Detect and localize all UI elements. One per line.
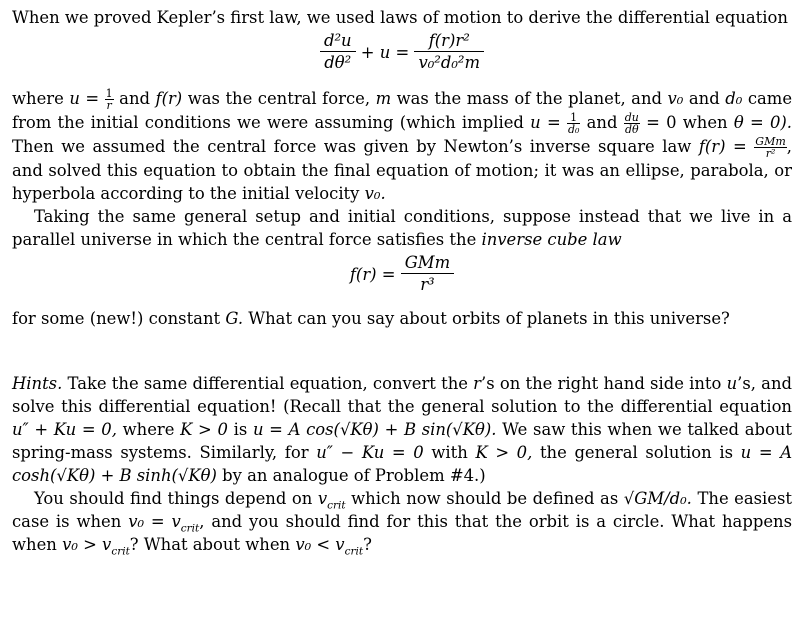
- math-u: u =: [530, 113, 561, 132]
- math-v0: v₀.: [364, 184, 386, 203]
- math-eq: [128, 512, 200, 535]
- math-lt: [295, 535, 364, 558]
- intro-text: When we proved Kepler’s first law, we used laws of motion to derive the differential equation: [12, 8, 788, 27]
- equation-2: [12, 253, 792, 303]
- text: ’s on the right hand side into: [481, 374, 722, 393]
- setup-paragraph: [12, 87, 792, 205]
- math-def: √GM/d₀.: [623, 489, 692, 508]
- text: ’s, and solve this differential equation! (Recall that the general solution to the differential equation: [12, 374, 793, 416]
- text: We saw this when we talked about spring-mass systems. Similarly, for: [12, 420, 792, 462]
- final-paragraph: [12, 487, 792, 556]
- math-vcrit: [317, 489, 346, 512]
- du-dtheta: [624, 112, 640, 135]
- text: You should find things depend on: [34, 489, 313, 508]
- subscript: crit: [327, 499, 346, 512]
- one-over-r: [105, 88, 114, 111]
- text: ? What about when: [129, 535, 291, 554]
- subscript: crit: [344, 545, 364, 558]
- text: came from the initial conditions we were assuming (which implied: [12, 89, 793, 132]
- math-theta: θ = 0).: [733, 113, 792, 132]
- eq1-rhs-den: v₀²d₀²m: [418, 53, 481, 72]
- frac-num: du: [624, 111, 639, 124]
- math-u: u: [726, 374, 738, 393]
- v: v: [317, 489, 328, 508]
- text: was the mass of the planet, and: [396, 89, 663, 108]
- eq1-rhs-num: f(r)r²: [414, 31, 484, 52]
- subscript: crit: [180, 522, 200, 535]
- equation-1: [12, 31, 792, 83]
- frac-den: d₀: [567, 123, 580, 136]
- text: by an analogue of Problem #4.): [222, 466, 486, 485]
- text: = 0 when: [646, 113, 728, 132]
- text: What can you say about orbits of planets in this universe?: [248, 309, 730, 328]
- eq2-fraction: [401, 253, 454, 296]
- frac-num: GMm: [755, 135, 786, 148]
- eq1-lhs-fraction: [320, 31, 356, 74]
- math-v0: v₀: [667, 89, 684, 108]
- question-end: [12, 307, 792, 330]
- math-solution1: u = A cos(√Kθ) + B sin(√Kθ).: [252, 420, 497, 439]
- math-ode2: u″ − Ku = 0: [316, 443, 424, 462]
- math-k: K > 0,: [475, 443, 533, 462]
- v: v₀ < v: [295, 535, 345, 554]
- text: where: [12, 89, 64, 108]
- question-paragraph: [12, 205, 792, 251]
- eq1-mid: + u =: [360, 43, 410, 62]
- text: Take the same differential equation, convert the: [67, 374, 468, 393]
- text: for some (new!) constant: [12, 309, 221, 328]
- eq2-num: GMm: [401, 253, 454, 274]
- frac-den: r: [106, 99, 112, 112]
- frac-den: r²: [765, 147, 776, 160]
- eq2-lhs: f(r) =: [349, 265, 396, 284]
- text: and: [586, 113, 618, 132]
- frac-num: 1: [567, 112, 580, 124]
- text: The easiest case is when: [12, 489, 793, 531]
- math-gt: [62, 535, 130, 558]
- text: , and solved this equation to obtain the final equation of motion; it was an ellipse, parabola, or hyperbola according to the initial velocity: [12, 137, 792, 203]
- text: , and you should find for this that the orbit is a circle. What happens when: [12, 512, 792, 554]
- gmm-over-r2: [754, 136, 786, 159]
- eq1-lhs-den: dθ²: [324, 53, 352, 72]
- v: v₀ > v: [62, 535, 112, 554]
- text: the general solution is: [539, 443, 733, 462]
- math-ode1: u″ + Ku = 0,: [12, 420, 117, 439]
- math-fr: f(r) =: [698, 137, 747, 156]
- text: ?: [363, 535, 372, 554]
- math-k: K > 0: [180, 420, 228, 439]
- text: and: [119, 89, 150, 108]
- hints-paragraph: [12, 372, 792, 487]
- math-m: m: [375, 89, 392, 108]
- document-page: [12, 6, 792, 556]
- math-fr: f(r): [155, 89, 183, 108]
- math-r: r: [473, 374, 482, 393]
- math-u: u =: [69, 89, 100, 108]
- hints-heading: Hints.: [12, 374, 63, 393]
- text: where: [122, 420, 175, 439]
- one-over-d0: [567, 112, 580, 135]
- math-G: G.: [225, 309, 244, 328]
- text: Taking the same general setup and initial conditions, suppose instead that we live in a parallel universe in which the central force satisfies the: [12, 207, 792, 249]
- intro-paragraph: [12, 6, 792, 29]
- frac-den: dθ: [624, 123, 639, 136]
- text: was the central force,: [187, 89, 371, 108]
- eq1-rhs-fraction: [414, 31, 484, 74]
- text: which now should be defined as: [351, 489, 619, 508]
- eq1-lhs-num: d²u: [320, 31, 356, 52]
- subscript: crit: [111, 545, 130, 558]
- math-d0: d₀: [725, 89, 743, 108]
- eq2-den: r³: [420, 275, 435, 294]
- text: and: [688, 89, 720, 108]
- text: is: [233, 420, 248, 439]
- text: with: [431, 443, 468, 462]
- v: v₀ = v: [128, 512, 181, 531]
- frac-num: 1: [105, 87, 113, 100]
- emphasis: inverse cube law: [481, 230, 622, 249]
- text: Then we assumed the central force was given by Newton’s inverse square law: [12, 137, 692, 156]
- math-solution2: u = A cosh(√Kθ) + B sinh(√Kθ): [12, 443, 793, 485]
